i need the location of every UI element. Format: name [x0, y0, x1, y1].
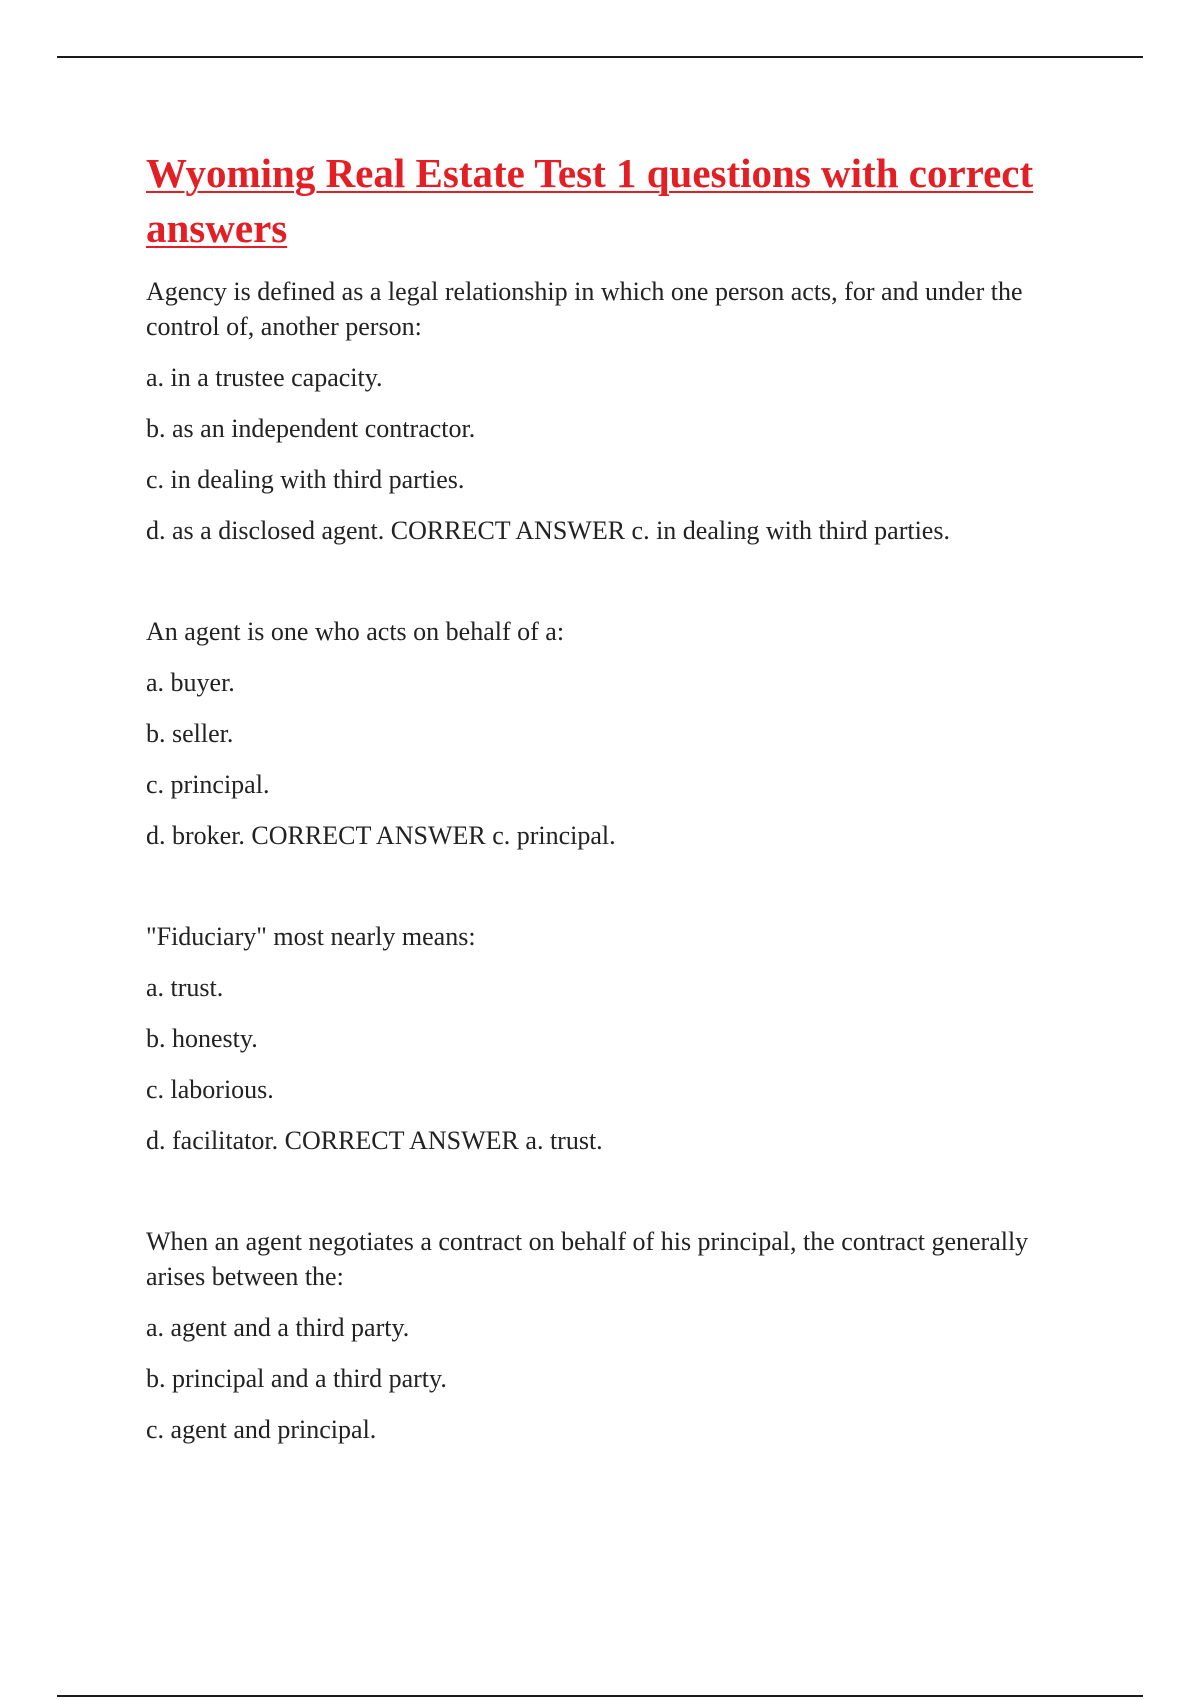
question-text: "Fiduciary" most nearly means: [146, 922, 476, 951]
option-a: a. buyer. [146, 668, 235, 697]
question-3 [146, 919, 1076, 1158]
option-b: b. as an independent contractor. [146, 414, 476, 443]
option-a: a. agent and a third party. [146, 1313, 410, 1342]
question-text: When an agent negotiates a contract on behalf of his principal, the contract generally arises between the: [146, 1227, 1029, 1291]
bottom-rule [57, 1695, 1143, 1697]
option-b: b. principal and a third party. [146, 1364, 447, 1393]
document-title: Wyoming Real Estate Test 1 questions with correct answers [146, 150, 1034, 251]
option-a: a. trust. [146, 973, 224, 1002]
question-1 [146, 274, 1076, 548]
question-2 [146, 614, 1076, 853]
option-c: c. agent and principal. [146, 1415, 377, 1444]
option-d-answer: d. facilitator. CORRECT ANSWER a. trust. [146, 1126, 603, 1155]
option-d-answer: d. broker. CORRECT ANSWER c. principal. [146, 821, 616, 850]
option-a: a. in a trustee capacity. [146, 363, 383, 392]
question-text: An agent is one who acts on behalf of a: [146, 617, 565, 646]
option-d-answer: d. as a disclosed agent. CORRECT ANSWER c. in dealing with third parties. [146, 516, 950, 545]
question-text: Agency is defined as a legal relationship in which one person acts, for and under the control of, another person: [146, 277, 1023, 341]
option-c: c. principal. [146, 770, 270, 799]
top-rule [57, 56, 1143, 58]
question-4 [146, 1224, 1076, 1447]
option-c: c. in dealing with third parties. [146, 465, 465, 494]
document-body [146, 146, 1076, 1447]
option-b: b. honesty. [146, 1024, 258, 1053]
option-c: c. laborious. [146, 1075, 274, 1104]
option-b: b. seller. [146, 719, 234, 748]
